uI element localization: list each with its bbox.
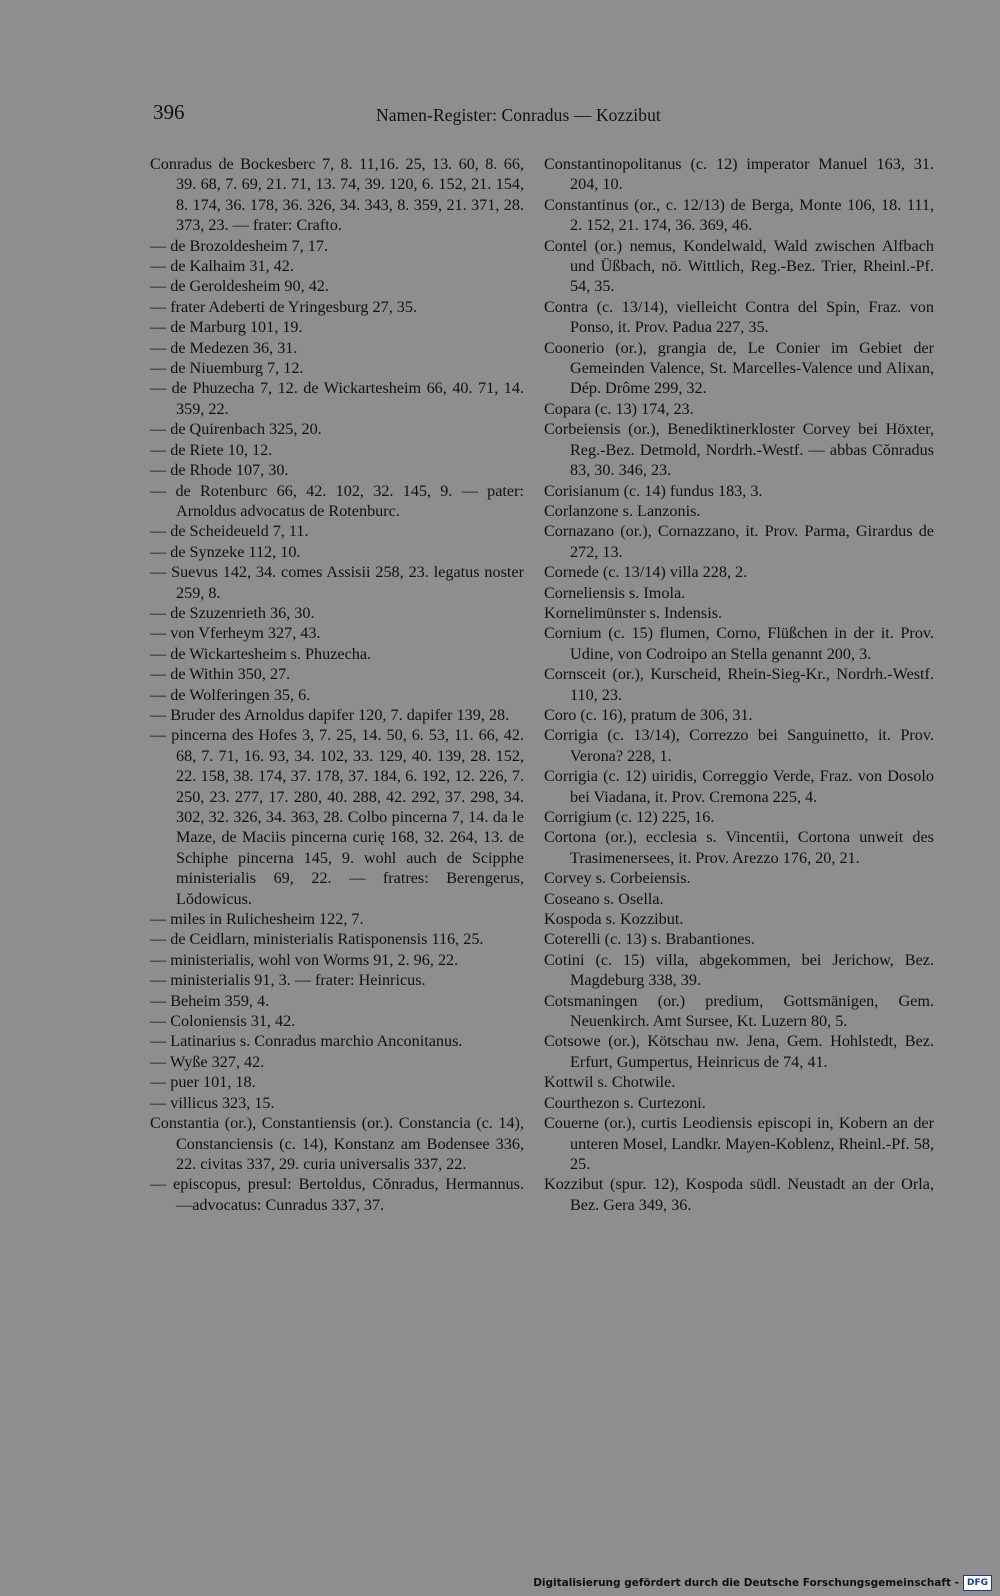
index-entry: — de Rotenburc 66, 42. 102, 32. 145, 9. — pater: Arnoldus advocatus de Rotenburc. — [150, 481, 524, 520]
index-entry: Corrigium (c. 12) 225, 16. — [544, 808, 715, 826]
index-entry: — de Riete 10, 12. — [150, 440, 273, 459]
index-entry: Corrigia (c. 13/14), Correzzo bei Sanguinetto, it. Prov. Verona? 228, 1. — [544, 726, 934, 765]
index-entry: Contra (c. 13/14), vielleicht Contra del Spin, Fraz. von Ponso, it. Prov. Padua 227, 35. — [544, 297, 934, 337]
index-entry: Kozzibut (spur. 12), Kospoda südl. Neustadt an der Orla, Bez. Gera 349, 36. — [544, 1175, 934, 1214]
index-entry: — de Synzeke 112, 10. — [150, 542, 301, 561]
index-entry: Cortona (or.), ecclesia s. Vincentii, Cortona unweit des Trasimenersees, it. Prov. Arezzo 176, 20, 21. — [544, 828, 934, 867]
index-entry: Couerne (or.), curtis Leodiensis episcopi in, Kobern an der unteren Mosel, Landkr. Mayen-Koblenz, Rheinl.-Pf. 58, 25. — [544, 1114, 934, 1173]
index-entry: Cornazano (or.), Cornazzano, it. Prov. Parma, Girardus de 272, 13. — [544, 522, 934, 561]
index-entry: Cotsowe (or.), Kötschau nw. Jena, Gem. Hohlstedt, Bez. Erfurt, Gumpertus, Heinricus de 74, 41. — [544, 1032, 934, 1071]
index-entry: Corvey s. Corbeiensis. — [544, 869, 691, 888]
index-entry: Copara (c. 13) 174, 23. — [544, 399, 694, 418]
index-entry: Conradus de Bockesberc 7, 8. 11,16. 25, 13. 60, 8. 66, 39. 68, 7. 69, 21. 71, 13. 74, 39. 120, 6. 152, 21. 154, 8. 174, 36. 178, 36. 326, 34. 343, 8. 359, 21. 371, 28. 373, 23. — frater: Crafto. — [150, 155, 524, 235]
index-entry: — de Szuzenrieth 36, 30. — [150, 603, 315, 622]
index-entry: Coterelli (c. 13) s. Brabantiones. — [544, 930, 755, 949]
credit-text: Digitalisierung gefördert durch die Deutsche Forschungsgemeinschaft - — [533, 1577, 959, 1589]
index-entry: Corrigia (c. 12) uiridis, Correggio Verde, Fraz. von Dosolo bei Viadana, it. Prov. Cremona 225, 4. — [544, 767, 934, 806]
index-entry: — de Quirenbach 325, 20. — [150, 420, 322, 439]
index-entry: Corlanzone s. Lanzonis. — [544, 501, 701, 520]
index-entry: — de Marburg 101, 19. — [150, 318, 303, 337]
index-entry: Cotsmaningen (or.) predium, Gottsmänigen, Gem. Neuenkirch. Amt Sursee, Kt. Luzern 80, 5. — [544, 991, 934, 1031]
index-entry: Constantinopolitanus (c. 12) imperator Manuel 163, 31. 204, 10. — [544, 155, 934, 194]
index-entry: — episcopus, presul: Bertoldus, Cŏnradus, Hermannus.—advocatus: Cunradus 337, 37. — [150, 1175, 524, 1214]
index-entry: — Wyße 327, 42. — [150, 1052, 265, 1071]
index-entry: — puer 101, 18. — [150, 1073, 256, 1092]
running-head: Namen-Register: Conradus — Kozzibut — [376, 105, 661, 125]
index-entry: — de Wolferingen 35, 6. — [150, 685, 311, 704]
index-entry: — de Ceidlarn, ministerialis Ratisponensis 116, 25. — [150, 930, 484, 949]
index-entry: — Bruder des Arnoldus dapifer 120, 7. dapifer 139, 28. — [150, 705, 510, 724]
index-entry: Cornium (c. 15) flumen, Corno, Flüßchen in der it. Prov. Udine, von Codroipo an Stella genannt 200, 3. — [544, 624, 934, 663]
index-entry: Contel (or.) nemus, Kondelwald, Wald zwischen Alfbach und Üßbach, nö. Wittlich, Reg.-Bez. Trier, Rheinl.-Pf. 54, 35. — [544, 236, 934, 296]
index-entry: Courthezon s. Curtezoni. — [544, 1093, 706, 1112]
index-entry: — Coloniensis 31, 42. — [150, 1012, 296, 1031]
index-entry: — pincerna des Hofes 3, 7. 25, 14. 50, 6. 53, 11. 66, 42. 68, 7. 71, 16. 93, 34. 102, 33. 129, 40. 139, 28. 152, 22. 158, 38. 174, 37. 178, 37. 184, 6. 192, 12. 226, 7. 250, 23. 277, 17. 280, 40. 288, 42. 292, 37. 298, 34. 302, 32. 326, 34. 363, 28. Colbo pincerna 7, 14. da le Maze, de Maciis pincerna curię 168, 32. 264, 13. de Schiphe pincerna 145, 9. wohl auch de Scipphe ministerialis 69, 22. — fratres: Berengerus, Lŏdowicus. — [150, 726, 524, 908]
index-entry: — Beheim 359, 4. — [150, 991, 270, 1010]
index-column-left — [150, 154, 524, 1215]
index-entry: — frater Adeberti de Yringesburg 27, 35. — [150, 297, 418, 316]
index-entry: Kospoda s. Kozzibut. — [544, 910, 684, 929]
index-entry: — de Brozoldesheim 7, 17. — [150, 236, 329, 255]
index-entry: Constantia (or.), Constantiensis (or.). Constancia (c. 14), Constanciensis (c. 14), Konstanz am Bodensee 336, 22. civitas 337, 29. curia universalis 337, 22. — [150, 1114, 524, 1173]
index-entry: Coonerio (or.), grangia de, Le Conier im Gebiet der Gemeinden Valence, St. Marcelles-Valence und Alixan, Dép. Drôme 299, 32. — [544, 338, 934, 398]
index-entry: — Suevus 142, 34. comes Assisii 258, 23. legatus noster 259, 8. — [150, 563, 524, 602]
digitization-credit — [533, 1574, 992, 1592]
index-column-right — [544, 154, 934, 1215]
index-entry: Corbeiensis (or.), Benediktinerkloster Corvey bei Höxter, Reg.-Bez. Detmold, Nordrh.-Westf. — abbas Cŏnradus 83, 30. 346, 23. — [544, 420, 934, 480]
page-number: 396 — [153, 100, 185, 124]
index-entry: — de Kalhaim 31, 42. — [150, 257, 294, 276]
index-entry: — de Geroldesheim 90, 42. — [150, 277, 329, 296]
index-entry: Kottwil s. Chotwile. — [544, 1073, 676, 1092]
index-entry: Cornede (c. 13/14) villa 228, 2. — [544, 563, 748, 582]
index-entry: — de Within 350, 27. — [150, 665, 291, 684]
index-entry: — ministerialis 91, 3. — frater: Heinricus. — [150, 971, 426, 990]
index-entry: — de Phuzecha 7, 12. de Wickartesheim 66, 40. 71, 14. 359, 22. — [150, 379, 524, 418]
index-entry: — villicus 323, 15. — [150, 1093, 275, 1112]
index-entry: — miles in Rulichesheim 122, 7. — [150, 910, 364, 929]
index-entry: — de Wickartesheim s. Phuzecha. — [150, 644, 372, 663]
index-entry: Coro (c. 16), pratum de 306, 31. — [544, 705, 753, 724]
index-entry: — de Medezen 36, 31. — [150, 338, 298, 357]
index-entry: Coseano s. Osella. — [544, 889, 664, 908]
index-entry: — de Niuemburg 7, 12. — [150, 359, 304, 378]
index-entry: Constantinus (or., c. 12/13) de Berga, Monte 106, 18. 111, 2. 152, 21. 174, 36. 369, 46. — [544, 195, 934, 235]
index-entry: — de Scheideueld 7, 11. — [150, 522, 309, 541]
index-entry: Cornsceit (or.), Kurscheid, Rhein-Sieg-Kr., Nordrh.-Westf. 110, 23. — [544, 665, 934, 704]
index-entry: — de Rhode 107, 30. — [150, 461, 289, 480]
index-entry: — von Vferheym 327, 43. — [150, 624, 321, 643]
index-entry: — Latinarius s. Conradus marchio Anconitanus. — [150, 1032, 463, 1051]
dfg-logo: DFG — [963, 1575, 992, 1591]
index-entry: Corneliensis s. Imola. — [544, 583, 686, 602]
index-entry: Kornelimünster s. Indensis. — [544, 603, 723, 622]
index-entry: — ministerialis, wohl von Worms 91, 2. 96, 22. — [150, 950, 459, 969]
index-entry: Corisianum (c. 14) fundus 183, 3. — [544, 481, 763, 500]
index-entry: Cotini (c. 15) villa, abgekommen, bei Jerichow, Bez. Magdeburg 338, 39. — [544, 950, 934, 990]
